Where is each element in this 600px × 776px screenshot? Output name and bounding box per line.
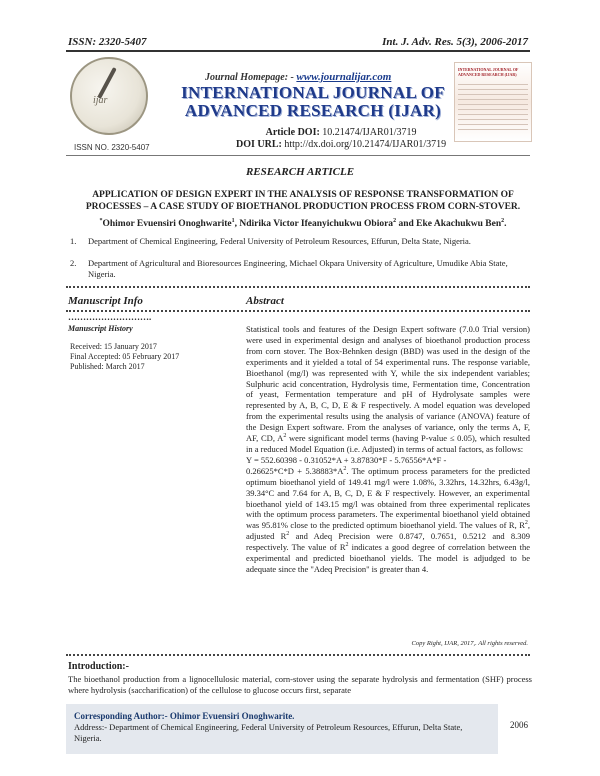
abstract-text-4: and Adeq Precision were 0.8747, 0.7651, 0.5212 and 8.309 respectively. The value of R xyxy=(246,531,531,553)
affiliation-num: 2. xyxy=(70,258,77,268)
abstract-text-2: . The optimum process parameters for the predicted optimum bioethanol yield of 149.41 mg/l were 1.08%, 3.32hrs, 14.32hrs, 6.43g/l, 39.34°C and 7.64 for A, B, C, D, E & F respectively. However, an experimental bioethanol yield of 143.15 mg/l was obtained from three experimental replicates with the optimum process parameters. The experimental bioethanol yield obtained was 95.81% close to the predicted optimum bioethanol yield. The values of R, R xyxy=(246,465,530,531)
journal-logo xyxy=(70,57,148,135)
section-divider xyxy=(66,654,530,656)
superscript: 2 xyxy=(343,465,347,472)
abstract-text-1b: were significant model terms (having P-value ≤ 0.05), which resulted in a reduced Model Equation (i.e. Adjusted) in terms of actual factors, as follows: xyxy=(246,433,530,454)
author-list xyxy=(80,219,526,229)
author-3-affil: 2 xyxy=(501,217,505,224)
affiliation-text: Department of Chemical Engineering, Federal University of Petroleum Resources, Effurun, Delta State, Nigeria. xyxy=(88,236,471,246)
abstract-text-3: , adjusted R xyxy=(246,520,530,542)
affiliation-num: 1. xyxy=(70,236,77,246)
corresponding-author-title: Corresponding Author:- Ohimor Evuensiri Onoghwarite. xyxy=(74,711,295,721)
copyright: Copy Right, IJAR, 2017,. All rights reserved. xyxy=(411,640,528,647)
abstract-paragraph xyxy=(246,324,530,455)
abstract-text-1: Statistical tools and features of the Design Expert software (7.0.0 Trial version) were used in experimental design and analyses of bioethanol production process from corn stover. The Box-Behnken design (BBD) was used in the design of the experiments and it yielded a total of 54 experimental runs. The response variable, Bioethanol (mg/l) was represented with Y, while the six independent variables; Sulphuric acid concentration, Hydrolysis time, Fermentation time, Concentration of yeast, Fermentation temperature and pH of Hydrolysate samples were represented by A, B, C, D, E & F respectively. A model equation was developed from the experimental results using the analysis of variance (ANOVA) feature of the Design Expert software. From the analyses of variance, only the terms A, F, AF, CD, A xyxy=(246,324,530,444)
doi-block xyxy=(236,127,446,151)
superscript: 2 xyxy=(524,520,528,527)
logo-text: ijar xyxy=(93,95,108,106)
journal-homepage xyxy=(205,71,391,83)
affiliation-1 xyxy=(70,236,530,258)
corresponding-mark: * xyxy=(99,217,103,224)
corresponding-author-address: Address:- Department of Chemical Engineering, Federal University of Petroleum Resources, Effurun, Delta State, Nigeria. xyxy=(74,722,463,743)
doi-url-label: DOI URL: xyxy=(236,139,282,150)
author-3: Eke Akachukwu Ben xyxy=(416,219,502,229)
header-issn: ISSN: 2320-5407 xyxy=(68,36,147,48)
journal-title-line1: INTERNATIONAL JOURNAL OF xyxy=(181,83,445,102)
article-type: RESEARCH ARTICLE xyxy=(245,166,355,178)
equation-line-2: 0.26625*C*D + 5.38883*A xyxy=(246,465,344,476)
abstract-text-5: indicates a good degree of correlation between the experimental and predicted bioethanol yields. The model is adjudged to be adequate since the "Adeq Precision" is greater than 4. xyxy=(246,542,530,574)
abstract-paragraph-2 xyxy=(246,466,530,575)
masthead-rule xyxy=(66,155,530,156)
author-end: . xyxy=(504,219,507,229)
superscript: 2 xyxy=(283,433,287,440)
abstract-heading: Abstract xyxy=(246,295,284,307)
issn-badge: ISSN NO. 2320-5407 xyxy=(74,143,150,152)
doi-url[interactable]: http://dx.doi.org/10.21474/IJAR01/3719 xyxy=(281,139,447,150)
abstract-body xyxy=(246,324,530,575)
cover-title: INTERNATIONAL JOURNAL OF ADVANCED RESEARCH (IJAR) xyxy=(458,67,519,77)
cover-text-lines xyxy=(458,84,528,134)
author-sep: , xyxy=(234,219,240,229)
superscript: 2 xyxy=(345,542,349,549)
article-doi: 10.21474/IJAR01/3719 xyxy=(319,127,417,138)
manuscript-dots: ………………………. xyxy=(68,312,152,322)
introduction-heading: Introduction:- xyxy=(68,661,129,672)
introduction-text: The bioethanol production from a lignocellulosic material, corn-stover using the separate hydrolysis and fermentation (SHF) process where hydrolysis (saccharification) of the cellulose to glucose occurs first, separate xyxy=(68,674,532,695)
homepage-label: Journal Homepage: - xyxy=(205,72,297,83)
author-1-affil: 1 xyxy=(231,217,235,224)
author-sep: and xyxy=(396,219,417,229)
journal-title-line2: ADVANCED RESEARCH (IJAR) xyxy=(184,101,442,120)
received-date: Received: 15 January 2017 xyxy=(70,342,157,351)
accepted-date: Final Accepted: 05 February 2017 xyxy=(70,352,180,361)
section-divider xyxy=(66,286,530,288)
equation-line-1: Y = 552.60398 - 0.31052*A + 3.87830*F - 5.76556*A*F - xyxy=(246,454,447,465)
affiliation-text: Department of Agricultural and Bioresources Engineering, Michael Okpara University of Agriculture, Umudike Abia State, Nigeria. xyxy=(88,258,508,279)
affiliation-2 xyxy=(70,258,530,280)
header-citation: Int. J. Adv. Res. 5(3), 2006-2017 xyxy=(382,36,528,48)
manuscript-history-heading: Manuscript History xyxy=(68,324,133,333)
journal-title xyxy=(176,84,450,120)
paper-title: APPLICATION OF DESIGN EXPERT IN THE ANALYSIS OF RESPONSE TRANSFORMATION OF PROCESSES – A CASE STUDY OF BIOETHANOL PRODUCTION PROCESS FROM CORN-STOVER. xyxy=(85,190,521,212)
published-date: Published: March 2017 xyxy=(70,362,145,371)
homepage-link[interactable]: www.journalijar.com xyxy=(296,71,392,83)
header-rule xyxy=(66,50,530,52)
author-2-affil: 2 xyxy=(393,217,397,224)
superscript: 2 xyxy=(286,531,290,538)
manuscript-info-heading: Manuscript Info xyxy=(68,295,143,307)
author-1: Ohimor Evuensiri Onoghwarite xyxy=(102,219,232,229)
manuscript-history xyxy=(70,342,230,372)
article-doi-label: Article DOI: xyxy=(265,127,320,138)
page-number: 2006 xyxy=(510,720,528,730)
author-2: Ndirika Victor Ifeanyichukwu Obiora xyxy=(239,219,394,229)
